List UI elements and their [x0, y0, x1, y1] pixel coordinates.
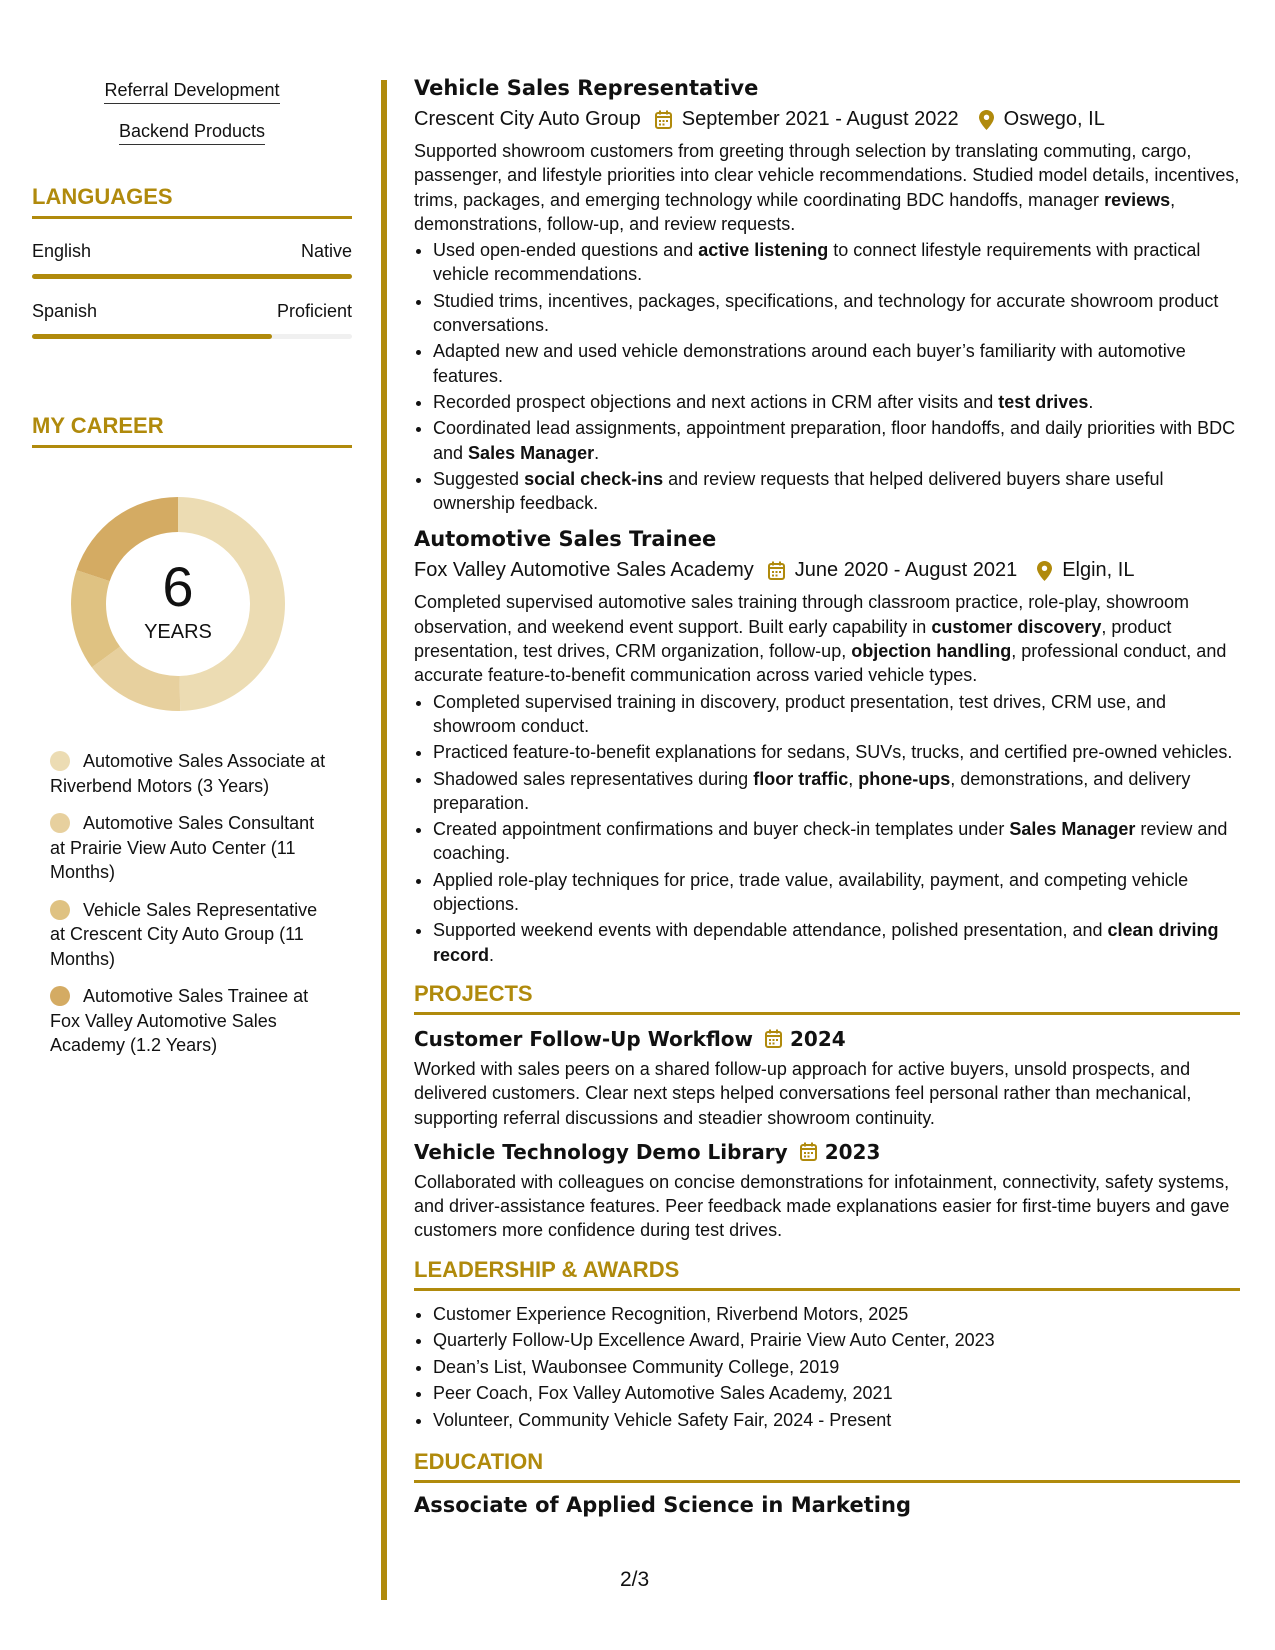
job-bullet-item: • Recorded prospect objections and next actions in CRM after visits and test drives. — [433, 390, 1240, 414]
language-proficiency-fill — [32, 334, 272, 339]
language-level: Native — [300, 241, 352, 261]
job-location: Elgin, IL — [1062, 559, 1135, 582]
degree-title: Associate of Applied Science in Marketing — [414, 1493, 911, 1518]
experience-entry — [414, 527, 1240, 966]
job-bullet-item: • Practiced feature-to-benefit explanations for sedans, SUVs, trucks, and certified pre-owned vehicles. — [433, 740, 1240, 764]
job-bullet-item: • Applied role-play techniques for price, trade value, availability, payment, and competing vehicle objections. — [433, 868, 1240, 917]
project-year: 2023 — [824, 1139, 881, 1164]
career-legend-text: Vehicle Sales Representative at Crescent City Auto Group (11 Months) — [50, 899, 318, 969]
awards-heading: LEADERSHIP & AWARDS — [414, 1257, 1240, 1291]
projects-section — [414, 981, 1240, 1243]
projects-heading: PROJECTS — [414, 981, 1240, 1015]
calendar-icon — [765, 1029, 782, 1048]
job-summary: Supported showroom customers from greeting through selection by translating commuting, cargo, passenger, and lifestyle priorities into clear vehicle recommendations. Studied model details, incentives, trims, packages, and emerging technology while coordinating BDC handoffs, manager reviews, demonstrations, follow-up, and review requests. — [414, 141, 1240, 234]
job-bullets — [414, 238, 1240, 515]
language-proficiency-bar — [32, 334, 352, 339]
language-proficiency-fill — [32, 274, 352, 279]
award-item: • Peer Coach, Fox Valley Automotive Sales Academy, 2021 — [433, 1380, 1240, 1407]
language-item — [32, 241, 352, 279]
project-description: Worked with sales peers on a shared follow-up approach for active buyers, unsold prospects, and delivered customers. Clear next steps helped conversations feel personal rather than mechanical, supporting referral discussions and steadier showroom continuity. — [414, 1058, 1192, 1128]
skill-tag: Referral Development — [104, 80, 279, 104]
career-legend-text: Automotive Sales Consultant at Prairie View Auto Center (11 Months) — [50, 813, 315, 882]
job-bullet-item: • Shadowed sales representatives during floor traffic, phone-ups, demonstrations, and delivery preparation. — [433, 767, 1240, 816]
main-column — [414, 76, 1240, 1517]
skill-tag: Backend Products — [119, 121, 265, 145]
career-legend-text: Automotive Sales Trainee at Fox Valley Automotive Sales Academy (1.2 Years) — [50, 986, 309, 1055]
project-title: Customer Follow-Up Workflow — [414, 1026, 753, 1051]
job-location: Oswego, IL — [1003, 108, 1105, 130]
career-legend-item — [50, 898, 330, 972]
education-section — [414, 1449, 1240, 1517]
language-proficiency-bar — [32, 274, 352, 279]
career-legend-item — [50, 811, 330, 885]
job-bullet-item: • Completed supervised training in discovery, product presentation, test drives, CRM use, and showroom conduct. — [433, 690, 1240, 739]
language-item — [32, 301, 352, 339]
career-donut-center — [65, 491, 291, 717]
job-dates: June 2020 - August 2021 — [794, 559, 1018, 582]
legend-dot — [50, 751, 70, 771]
language-level: Proficient — [276, 301, 352, 321]
career-legend-item — [50, 749, 330, 798]
award-item: • Dean’s List, Waubonsee Community College, 2019 — [433, 1354, 1240, 1381]
award-item: • Volunteer, Community Vehicle Safety Fair, 2024 - Present — [433, 1407, 1240, 1434]
awards-section — [414, 1257, 1240, 1434]
project-title: Vehicle Technology Demo Library — [414, 1139, 788, 1164]
column-divider — [381, 80, 387, 1600]
job-bullet-item: • Created appointment confirmations and buyer check-in templates under Sales Manager review and coaching. — [433, 817, 1240, 866]
job-bullet-item: • Supported weekend events with dependable attendance, polished presentation, and clean driving record. — [433, 918, 1240, 967]
job-bullet-item: • Adapted new and used vehicle demonstrations around each buyer’s familiarity with automotive features. — [433, 339, 1240, 388]
job-title: Automotive Sales Trainee — [414, 527, 717, 552]
company-name: Crescent City Auto Group — [414, 108, 641, 130]
job-bullet-item: • Suggested social check-ins and review requests that helped delivered buyers share useful ownership feedback. — [433, 467, 1240, 516]
job-title: Vehicle Sales Representative — [414, 76, 759, 100]
career-legend-text: Automotive Sales Associate at Riverbend Motors (3 Years) — [50, 751, 326, 796]
career-donut-chart — [65, 491, 291, 717]
job-dates: September 2021 - August 2022 — [681, 108, 959, 130]
languages-heading: LANGUAGES — [32, 184, 352, 219]
page-number: 2/3 — [620, 1568, 650, 1591]
award-item: • Quarterly Follow-Up Excellence Award, Prairie View Auto Center, 2023 — [433, 1327, 1240, 1354]
experience-entry — [414, 76, 1240, 515]
awards-list — [414, 1301, 1240, 1434]
project-entry — [414, 1027, 1240, 1130]
career-heading: MY CAREER — [32, 413, 352, 448]
career-legend — [50, 749, 352, 1058]
award-item: • Customer Experience Recognition, Riverbend Motors, 2025 — [433, 1301, 1240, 1328]
project-year: 2024 — [789, 1026, 846, 1051]
skills-list — [32, 80, 352, 145]
location-pin-icon — [979, 110, 994, 130]
project-entry — [414, 1140, 1240, 1243]
job-summary: Completed supervised automotive sales training through classroom practice, role-play, showroom observation, and weekend event support. Built early capability in customer discovery, product presentation, test drives, CRM organization, follow-up, objection handling, professional conduct, and accurate feature-to-benefit communication across varied vehicle types. — [414, 592, 1227, 686]
calendar-icon — [768, 561, 785, 580]
job-meta — [414, 108, 1240, 131]
legend-dot — [50, 986, 70, 1006]
job-bullets — [414, 690, 1240, 967]
job-bullet-item: • Coordinated lead assignments, appointment preparation, floor handoffs, and daily priorities with BDC and Sales Manager. — [433, 416, 1240, 465]
location-pin-icon — [1037, 561, 1052, 581]
company-name: Fox Valley Automotive Sales Academy — [414, 559, 754, 582]
language-name: English — [32, 241, 92, 261]
legend-dot — [50, 900, 70, 920]
legend-dot — [50, 813, 70, 833]
sidebar — [32, 80, 352, 1071]
job-bullet-item: • Studied trims, incentives, packages, specifications, and technology for accurate showroom product conversations. — [433, 289, 1240, 338]
career-total-years: 6 — [162, 554, 194, 618]
job-meta — [414, 559, 1240, 582]
language-name: Spanish — [32, 301, 98, 321]
career-total-unit: YEARS — [144, 620, 212, 643]
job-bullet-item: • Used open-ended questions and active listening to connect lifestyle requirements with practical vehicle recommendations. — [433, 238, 1240, 287]
education-heading: EDUCATION — [414, 1449, 1240, 1483]
career-legend-item — [50, 984, 330, 1058]
project-description: Collaborated with colleagues on concise demonstrations for infotainment, connectivity, safety systems, and driver-assistance features. Peer feedback made explanations easier for first-time buyers and gave customers more confidence during test drives. — [414, 1171, 1230, 1241]
calendar-icon — [800, 1142, 817, 1161]
calendar-icon — [655, 110, 672, 129]
